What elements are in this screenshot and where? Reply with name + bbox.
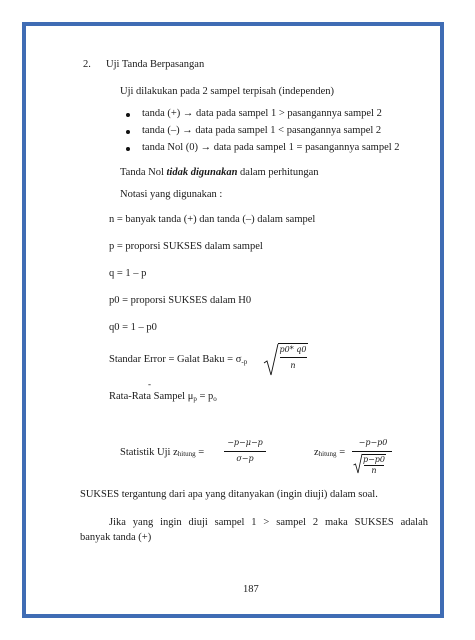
- statistik-line: [120, 446, 204, 461]
- statistik-sub: hitung: [177, 450, 196, 458]
- bullet-item: tanda Nol (0) → data pada sampel 1 = pasangannya sampel 2: [142, 142, 400, 153]
- def-p0: p0 = proporsi SUKSES dalam H0: [109, 295, 252, 306]
- sqrt-overline: [278, 343, 308, 344]
- notasi-text: Notasi yang digunakan :: [120, 189, 223, 200]
- statistik-eq: =: [195, 447, 205, 458]
- mean-label: Rata-Rata Sampel μ: [109, 391, 194, 402]
- tanda-nol-pre: Tanda Nol: [120, 167, 167, 178]
- se-numerator: p0* q0: [279, 345, 307, 354]
- z2-label: z: [314, 447, 319, 458]
- bullet-dot: [126, 113, 130, 117]
- z2-eq: =: [336, 447, 346, 458]
- standard-error-sub: -p: [241, 358, 248, 366]
- mean-dash: -: [148, 379, 151, 389]
- sukses-text: SUKSES tergantung dari apa yang ditanyakan (ingin diuji) dalam soal.: [80, 489, 378, 500]
- sqrt-symbol: [263, 343, 279, 377]
- tanda-nol-post: dalam perhitungan: [237, 167, 319, 178]
- standard-error-label: [109, 353, 247, 369]
- def-p: p = proporsi SUKSES dalam sampel: [109, 241, 263, 252]
- mean-eq: = p: [196, 391, 214, 402]
- jika-text-line1: Jika yang ingin diuji sampel 1 > sampel 2 maka SUKSES adalah: [109, 517, 428, 528]
- def-n: n = banyak tanda (+) dan tanda (–) dalam sampel: [109, 214, 316, 225]
- tanda-nol-emphasis: tidak digunakan: [166, 167, 238, 178]
- def-q: q = 1 – p: [109, 268, 147, 279]
- se-denominator: n: [290, 361, 296, 370]
- mean-sub2: o: [213, 395, 217, 403]
- bullet-dot: [126, 130, 130, 134]
- statistik-label: Statistik Uji z: [120, 447, 178, 458]
- z2-fraction-bar: [352, 451, 392, 452]
- bullet-item: tanda (–) → data pada sampel 1 < pasangannya sampel 2: [142, 125, 382, 136]
- z2-numerator: −p−p0: [358, 438, 388, 447]
- z1-denominator: σ−p: [236, 454, 254, 463]
- section-title: Uji Tanda Berpasangan: [106, 59, 205, 70]
- z1-numerator: −p−μ−p: [227, 438, 263, 447]
- section-number: 2.: [83, 59, 91, 70]
- tanda-nol-line: [120, 166, 318, 179]
- z2-den-numerator: p−p0: [362, 455, 386, 464]
- page-number: 187: [243, 584, 259, 595]
- z2-line: [314, 446, 345, 461]
- def-q0: q0 = 1 – p0: [109, 322, 157, 333]
- bullet-dot: [126, 147, 130, 151]
- z2-den-denominator: n: [371, 466, 377, 475]
- fraction-bar: [280, 357, 307, 358]
- mean-sub: p: [193, 395, 197, 403]
- z2-sub: hitung: [318, 450, 337, 458]
- standard-error-text: Standar Error = Galat Baku = σ: [109, 354, 242, 365]
- mean-line: [109, 390, 217, 406]
- z1-fraction-bar: [224, 451, 266, 452]
- jika-text-line2: banyak tanda (+): [80, 532, 152, 543]
- bullet-item: tanda (+) → data pada sampel 1 > pasangannya sampel 2: [142, 108, 382, 119]
- intro-text: Uji dilakukan pada 2 sampel terpisah (independen): [120, 86, 335, 97]
